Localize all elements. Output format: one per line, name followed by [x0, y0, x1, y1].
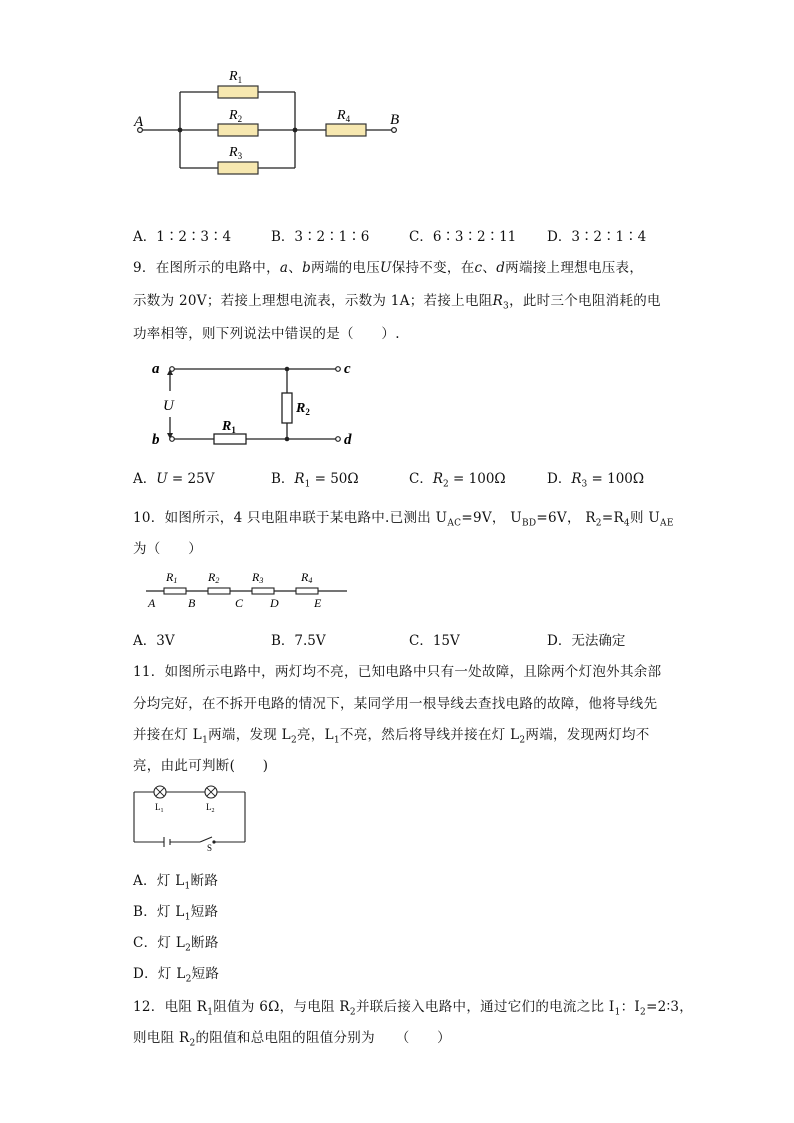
q9-option-a: A．U = 25V [133, 471, 215, 487]
q11-option-c: C．灯 $L_2$断路 [133, 935, 219, 954]
fig8-resistor-r2 [218, 124, 258, 136]
q11-option-a: A．灯 $L_1$断路 [133, 873, 219, 892]
q10-line-1: 10．如图所示，4 只电阻串联于某电路中.已测出 $U_{AC}=9V$， $U_{BD}=6V$， $R_2=R_4$则 $U_{AE}$ [133, 510, 674, 529]
q12-line-2: 则电阻 $R_2$的阻值和总电阻的阻值分别为 （ ） [133, 1030, 451, 1049]
q9-option-b: B．$R_1 = 50\Omega$ [271, 471, 359, 490]
fig11-label-s: S [207, 843, 213, 852]
q11-line-3: 并接在灯 $L_1$两端，发现 $L_2$亮，$L_1$不亮，然后将导线并接在灯 $L_2$两端，发现两灯均不 [133, 727, 650, 746]
fig10-label-c: C [235, 596, 244, 610]
fig8-circuit-diagram [130, 60, 420, 180]
fig9-label-d: d [344, 432, 352, 448]
fig10-label-r2: R2 [208, 570, 220, 585]
fig9-label-c: c [344, 361, 351, 377]
fig8-label-a: A [134, 114, 144, 130]
fig11-lamp-l1 [154, 786, 166, 798]
fig8-resistor-r4 [326, 124, 366, 136]
fig10-resistor-r2 [208, 588, 230, 594]
q11-line-2: 分均完好，在不拆开电路的情况下，某同学用一根导线去查找电路的故障，他将导线先 [133, 696, 658, 712]
fig8-label-r1: $R_1$ [229, 69, 243, 85]
q10-option-c: C．15V [409, 633, 460, 649]
fig9-resistor-r2 [282, 393, 292, 423]
fig10-resistor-r1 [164, 588, 186, 594]
fig9-label-u: U [163, 398, 174, 414]
q10-option-a: A．3V [133, 633, 175, 649]
fig9-label-a: a [152, 361, 160, 377]
fig11-label-l2: $L_2$ [206, 802, 215, 814]
fig8-label-b: B [390, 112, 400, 128]
q8-option-b: B．3∶2∶1∶6 [271, 229, 370, 245]
fig8-label-r4: $R_4$ [337, 108, 351, 124]
q11-option-d: D．灯 $L_2$短路 [133, 966, 220, 985]
fig10-label-r3: R3 [252, 570, 264, 585]
fig10-label-a: A [148, 596, 156, 610]
q9-line-1: 9．在图所示的电路中，a、b两端的电压U保持不变，在c、d两端接上理想电压表， [133, 260, 644, 276]
fig11-lamp-circuit [128, 782, 253, 852]
fig9-circuit-diagram [148, 355, 363, 450]
fig11-lamp-l2 [205, 786, 217, 798]
q8-option-d: D．3∶2∶1∶4 [547, 229, 647, 245]
q11-line-4: 亮，由此可判断( ) [133, 758, 269, 774]
q10-option-d: D．无法确定 [547, 633, 626, 649]
q9-option-d: D．$R_3 = 100\Omega$ [547, 471, 645, 490]
q10-line-2: 为（ ） [133, 541, 202, 557]
fig8-label-r2: $R_2$ [229, 108, 243, 124]
q8-option-a: A．1∶2∶3∶4 [133, 229, 232, 245]
q9-option-c: C．$R_2 = 100\Omega$ [409, 471, 506, 490]
fig10-resistor-r4 [296, 588, 318, 594]
fig9-label-b: b [152, 432, 160, 448]
q9-line-3: 功率相等，则下列说法中错误的是（ ）. [133, 326, 400, 342]
q11-option-b: B．灯 $L_1$短路 [133, 904, 219, 923]
fig8-resistor-r3 [218, 162, 258, 174]
q8-option-c: C．6∶3∶2∶11 [409, 229, 517, 245]
fig10-label-r4: R4 [301, 570, 313, 585]
fig8-label-r3: $R_3$ [229, 145, 243, 161]
q12-line-1: 12．电阻 $R_1$阻值为 6Ω，与电阻 $R_2$并联后接入电路中，通过它们的电流之比 $I_1$：$I_2=2∶3$， [133, 999, 694, 1018]
fig10-resistor-r3 [252, 588, 274, 594]
fig10-label-r1: R1 [166, 570, 178, 585]
fig9-label-r2: $R_2$ [296, 401, 310, 417]
fig10-series-circuit [140, 565, 355, 615]
fig10-label-b: B [188, 596, 196, 610]
fig10-label-d: D [270, 596, 279, 610]
q11-line-1: 11．如图所示电路中，两灯均不亮，已知电路中只有一处故障，且除两个灯泡外其余部 [133, 664, 662, 680]
fig10-label-e: E [314, 596, 322, 610]
q10-option-b: B．7.5V [271, 633, 326, 649]
fig11-label-l1: $L_1$ [155, 802, 164, 814]
q9-line-2: 示数为 20V；若接上理想电流表，示数为 1A；若接上电阻$R_3$，此时三个电阻消耗的电 [133, 293, 661, 312]
fig8-resistor-r1 [218, 86, 258, 98]
fig9-label-r1: $R_1$ [222, 419, 236, 435]
fig9-resistor-r1 [214, 434, 246, 444]
